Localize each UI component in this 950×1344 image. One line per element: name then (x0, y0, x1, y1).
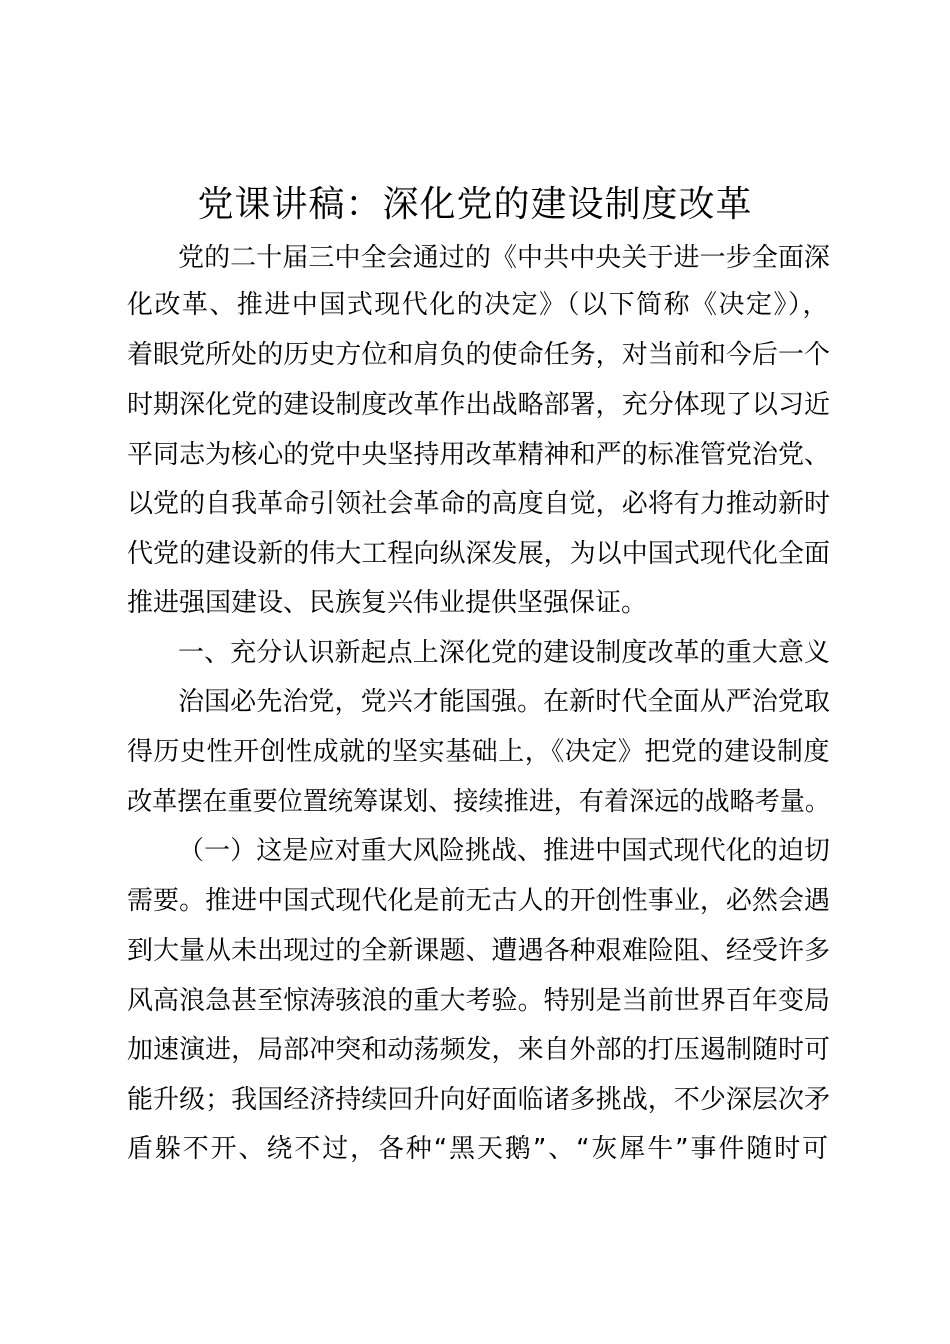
line-text: 治国必先治党，党兴才能国强。在新时代全面从严治党取 (178, 687, 831, 717)
line-text: 改革摆在重要位置统筹谋划、接续推进，有着深远的战略考量。 (127, 787, 830, 817)
paragraph-line (0, 529, 950, 579)
paragraph-line (0, 1025, 950, 1075)
line-text: （一）这是应对重大风险挑战、推进中国式现代化的迫切 (178, 836, 831, 866)
paragraph-line (0, 280, 950, 330)
paragraph-line (0, 1124, 950, 1174)
paragraph-line (0, 380, 950, 430)
line-text: 得历史性开创性成就的坚实基础上，《决定》把党的建设制度 (127, 737, 830, 767)
paragraph-line (0, 430, 950, 480)
line-text: 以党的自我革命引领社会革命的高度自觉，必将有力推动新时 (127, 489, 831, 519)
line-text: 到大量从未出现过的全新课题、遭遇各种艰难险阻、经受许多 (127, 936, 831, 966)
paragraph-line (0, 330, 950, 380)
paragraph-line (0, 1075, 950, 1125)
line-text: 代党的建设新的伟大工程向纵深发展，为以中国式现代化全面 (127, 539, 831, 569)
document-title: 党课讲稿：深化党的建设制度改革 (197, 184, 753, 225)
paragraph-line (0, 677, 950, 727)
line-text: 党的二十届三中全会通过的《中共中央关于进一步全面深 (178, 243, 831, 273)
line-text: 加速演进，局部冲突和动荡频发，来自外部的打压遏制随时可 (127, 1035, 831, 1065)
paragraph-line (0, 233, 950, 283)
line-text: 化改革、推进中国式现代化的决定》（以下简称《决定》）， (127, 290, 830, 320)
line-text: 一、充分认识新起点上深化党的建设制度改革的重大意义 (178, 638, 831, 668)
subsection-line (0, 826, 950, 876)
paragraph-line (0, 926, 950, 976)
line-text: 盾躲不开、绕不过，各种“黑天鹅”、“灰犀牛”事件随时可 (127, 1134, 830, 1164)
paragraph-line (0, 976, 950, 1026)
paragraph-line (0, 727, 950, 777)
paragraph-line (0, 777, 950, 827)
line-text: 需要。推进中国式现代化是前无古人的开创性事业，必然会遇 (127, 886, 831, 916)
line-text: 推进强国建设、民族复兴伟业提供坚强保证。 (127, 588, 648, 618)
line-text: 风高浪急甚至惊涛骇浪的重大考验。特别是当前世界百年变局 (127, 986, 831, 1016)
paragraph-line (0, 479, 950, 529)
line-text: 着眼党所处的历史方位和肩负的使命任务，对当前和今后一个 (127, 340, 831, 370)
paragraph-line (0, 876, 950, 926)
paragraph-line (0, 578, 950, 628)
line-text: 平同志为核心的党中央坚持用改革精神和严的标准管党治党、 (127, 440, 831, 470)
section-heading (0, 628, 950, 678)
line-text: 能升级；我国经济持续回升向好面临诸多挑战，不少深层次矛 (127, 1085, 831, 1115)
line-text: 时期深化党的建设制度改革作出战略部署，充分体现了以习近 (127, 390, 831, 420)
